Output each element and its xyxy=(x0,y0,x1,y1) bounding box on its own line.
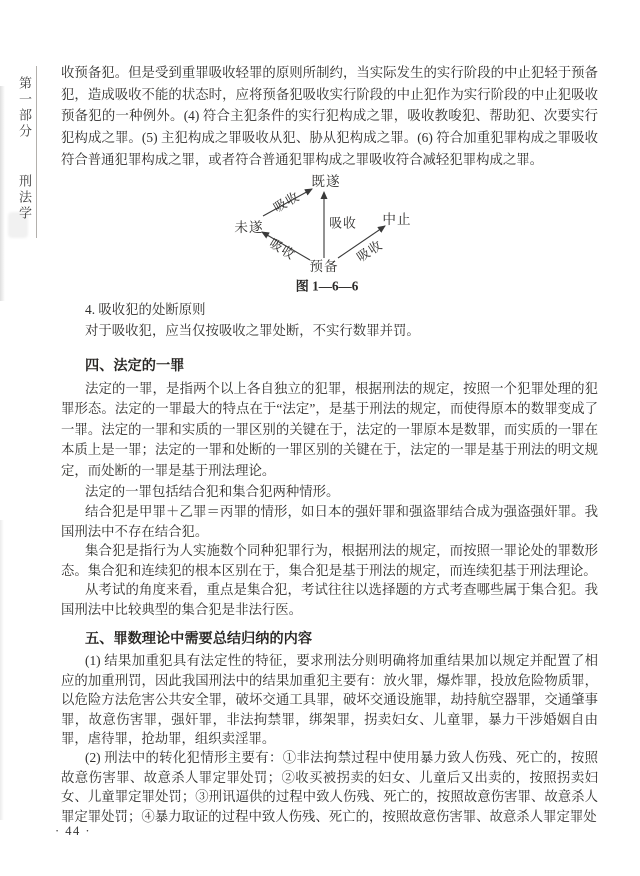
scan-artifact xyxy=(0,520,4,820)
sidebar-part-text: 第一部分 xyxy=(17,76,32,140)
edge-label-xishou-1: 吸收 xyxy=(271,189,303,216)
item-4-text: 对于吸收犯，应当仅按吸收之罪处断，不实行数罪并罚。 xyxy=(85,323,420,338)
paragraph-jiehefan: 结合犯是甲罪＋乙罪＝丙罪的情形，如日本的强奸罪和强盗罪结合成为强盗强奸罪。我国刑法中不存在结合犯。 xyxy=(61,504,598,539)
section-heading-four: 四、法定的一罪 xyxy=(85,358,185,374)
paragraph-legal-one-definition: 法定的一罪，是指两个以上各自独立的犯罪，根据刑法的规定，按照一个犯罪处理的犯罪形态。法定的一罪最大的特点在于“法定”，是基于刑法的规定，而使得原本的数罪变成了一罪。法定的一罪和实质的一罪区别的关键在于，法定的一罪原本是数罪，而实质的一罪在本质上是一罪；法定的一罪和处断的一罪区别的关键在于，法定的一罪是基于刑法的明文规定，而处断的一罪是基于刑法理论。 xyxy=(61,381,598,478)
diagram-node-yubei: 预备 xyxy=(309,259,339,274)
edge-label-xishou-3: 吸收 xyxy=(266,236,298,263)
diagram-node-jisui: 既遂 xyxy=(311,174,341,189)
page-number: · 44 · xyxy=(55,824,92,838)
paragraph-absorption-continuation: 收预备犯。但是受到重罪吸收轻罪的原则所制约，当实际发生的实行阶段的中止犯轻于预备犯，造成吸收不能的状态时，应将预备犯吸收实行阶段的中止犯作为实行阶段的中止犯吸收预备犯的一种例外。(4) 符合主犯条件的实行犯构成之罪，吸收教唆犯、帮助犯、次要实行犯构成之罪。(5) 主犯构成之罪吸收从犯、胁从犯构成之罪。(6) 符合加重犯罪构成之罪吸收符合普通犯罪构成之罪，或者符合普通犯罪构成之罪吸收符合减轻犯罪构成之罪。 xyxy=(61,65,598,167)
absorption-relations-diagram xyxy=(0,168,640,300)
item-4-title: 4. 吸收犯的处断原则 xyxy=(85,302,206,317)
sidebar-subject-text: 刑法学 xyxy=(17,174,32,222)
paragraph-exam-focus: 从考试的角度来看，重点是集合犯，考试往往以选择题的方式考查哪些属于集合犯。我国刑法中比较典型的集合犯是非法行医。 xyxy=(61,582,598,617)
paragraph-legal-one-kinds: 法定的一罪包括结合犯和集合犯两种情形。 xyxy=(85,484,340,499)
section-heading-five: 五、罪数理论中需要总结归纳的内容 xyxy=(85,631,313,647)
paragraph-jihefan: 集合犯是指行为人实施数个同种犯罪行为，根据刑法的规定，而按照一罪论处的罪数形态。集合犯和连续犯的根本区别在于，集合犯是基于刑法的规定，而连续犯基于刑法理论。 xyxy=(61,543,598,578)
diagram-caption: 图 1—6—6 xyxy=(295,278,359,294)
diagram-node-zhongzhi: 中止 xyxy=(382,212,412,227)
paragraph-transformed-crimes: (2) 刑法中的转化犯情形主要有：①非法拘禁过程中使用暴力致人伤残、死亡的，按照故意伤害罪、故意杀人罪定罪处罚；②收买被拐卖的妇女、儿童后又出卖的，按照拐卖妇女、儿童罪定罪处罚；③刑讯逼供的过程中致人伤残、死亡的，按照故意伤害罪、故意杀人罪定罪处罚；④暴力取证的过程中致人伤残、死亡的，按照故意伤害罪、故意杀人罪定罪处 xyxy=(61,750,598,824)
edge-label-xishou-4: 吸收 xyxy=(354,237,386,265)
edge-label-xishou-2: 吸收 xyxy=(329,216,357,231)
diagram-node-weisui: 未遂 xyxy=(234,220,264,235)
paragraph-result-aggravated: (1) 结果加重犯具有法定性的特征，要求刑法分则明确将加重结果加以规定并配置了相应的加重刑罚，因此我国刑法中的结果加重犯主要有：放火罪，爆炸罪，投放危险物质罪，以危险方法危害公共安全罪，破坏交通工具罪，破坏交通设施罪，劫持航空器罪，交通肇事罪，故意伤害罪，强奸罪，非法拘禁罪，绑架罪，拐卖妇女、儿童罪，暴力干涉婚姻自由罪，虐待罪，抢劫罪，组织卖淫罪。 xyxy=(61,653,598,747)
